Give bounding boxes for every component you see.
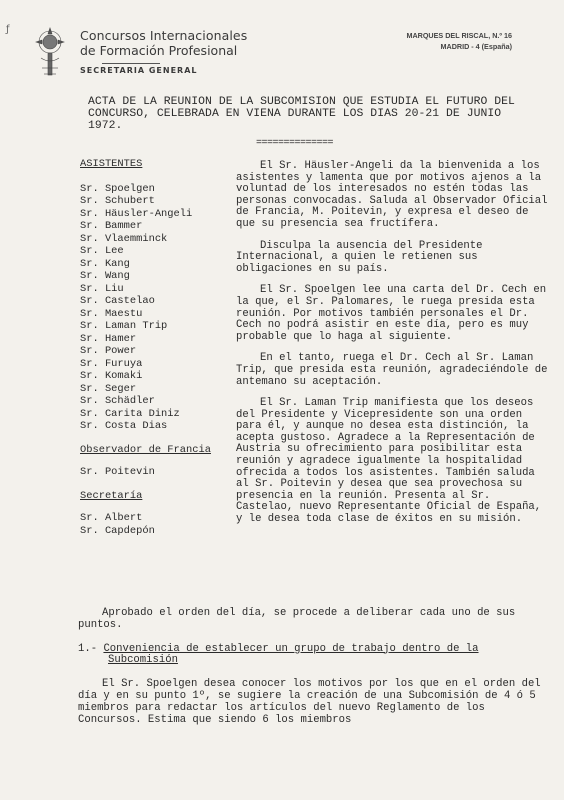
paragraph: El Sr. Laman Trip manifiesta que los deseos del Presidente y Vicepresidente son una orden para él, y aunque no desea esta distinción, la acepta gustoso. Agradece a la Representación de Austria su ofrecimiento para posibilitar esta reunión y agradece igualmente la hospitalidad ofrecida a todos los asistentes. También saluda al Sr. Poitevin y desea que sea provechosa su presencia en la reunión. Presenta al Sr. Castelao, nuevo Representante Oficial de España, y le desea toda clase de éxitos en su misión. xyxy=(236,397,542,526)
minutes-body xyxy=(236,161,548,536)
section-1-title-a: Conveniencia de establecer un grupo de trabajo dentro de la xyxy=(103,642,479,655)
org-divider xyxy=(102,63,160,64)
address-line-1: MARQUES DEL RISCAL, N.º 16 xyxy=(406,31,512,40)
attendee: Sr. Furuya xyxy=(80,357,143,370)
attendee: Sr. Castelao xyxy=(80,295,155,307)
attendee: Sr. Power xyxy=(80,345,137,357)
address-line-2: MADRID - 4 (España) xyxy=(440,42,512,51)
attendee: Sr. Seger xyxy=(80,382,137,395)
secretariat-member: Sr. Albert xyxy=(80,512,143,524)
secretariat-heading: Secretaría xyxy=(80,489,143,502)
attendee: Sr. Schädler xyxy=(80,395,155,407)
attendees-column xyxy=(80,158,250,537)
org-line-2: de Formación Profesional xyxy=(80,43,238,58)
section-1-heading xyxy=(78,644,548,668)
title-line-1: ACTA DE LA REUNION DE LA SUBCOMISION QUE ESTUDIA EL FUTURO DEL xyxy=(88,96,515,108)
attendee: Sr. Hamer xyxy=(80,332,137,345)
secretariat-label: SECRETARIA GENERAL xyxy=(80,66,198,75)
attendee: Sr. Vlaemminck xyxy=(80,232,168,245)
observer-heading: Observador de Francia xyxy=(80,443,211,456)
section-1-title-b: Subcomisión xyxy=(108,654,178,667)
agenda-section xyxy=(78,608,548,738)
margin-mark: ƒ xyxy=(6,24,10,35)
attendee: Sr. Carita Diniz xyxy=(80,407,180,420)
attendee: Sr. Bammer xyxy=(80,220,143,232)
attendee: Sr. Lee xyxy=(80,245,124,257)
attendees-heading: ASISTENTES xyxy=(80,158,143,170)
address-block xyxy=(406,30,512,52)
attendee: Sr. Schubert xyxy=(80,195,155,207)
attendee: Sr. Costa Dias xyxy=(80,420,168,432)
paragraph: El Sr. Häusler-Angeli da la bienvenida a los asistentes y lamenta que por motivos ajenos a la voluntad de los interesados no estén todas las personas convocadas. Saluda al Observador Oficial de Francia, M. Poitevin, y expresa el deseo de que su presencia sea fructífera. xyxy=(236,160,548,230)
title-line-2: CONCURSO, CELEBRADA EN VIENA DURANTE LOS DIAS 20-21 DE JUNIO 1972. xyxy=(88,108,502,132)
attendee: Sr. Komaki xyxy=(80,370,143,382)
attendee: Sr. Laman Trip xyxy=(80,320,168,332)
agenda-text: Aprobado el orden del día, se procede a deliberar cada uno de sus puntos. xyxy=(78,607,516,631)
section-1-number: 1.- xyxy=(78,642,98,655)
attendee: Sr. Liu xyxy=(80,282,124,295)
section-1-text: El Sr. Spoelgen desea conocer los motivos por los que en el orden del día y en su punto 1º, se sugiere la creación de una Subcomisión de 4 ó 5 miembros para redactar los artículos del nuevo Reglamento de los Concursos. Estima que siendo 6 los miembros xyxy=(78,678,541,726)
title-decoration: ============== xyxy=(256,138,334,149)
paragraph: Disculpa la ausencia del Presidente Internacional, a quien le retienen sus obligaciones en su país. xyxy=(236,239,483,275)
secretariat-member: Sr. Capdepón xyxy=(80,524,155,537)
attendee: Sr. Häusler-Angeli xyxy=(80,207,193,220)
observer-name: Sr. Poitevin xyxy=(80,466,155,478)
attendee: Sr. Wang xyxy=(80,270,130,282)
attendee: Sr. Maestu xyxy=(80,307,143,320)
emblem-logo xyxy=(32,24,68,80)
attendee: Sr. Kang xyxy=(80,257,130,270)
attendee: Sr. Spoelgen xyxy=(80,182,155,195)
org-line-1: Concursos Internacionales xyxy=(80,28,248,43)
document-title xyxy=(88,96,528,150)
paragraph: El Sr. Spoelgen lee una carta del Dr. Cech en la que, el Sr. Palomares, le ruega presida esta reunión. Por motivos también personales el Dr. Cech no podrá asistir en este día, pero es muy probable que lo haga al siguiente. xyxy=(236,284,547,343)
organization-name xyxy=(80,28,247,75)
paragraph: En el tanto, ruega el Dr. Cech al Sr. Laman Trip, que presida esta reunión, agradeciéndole de antemano su aceptación. xyxy=(236,352,548,388)
